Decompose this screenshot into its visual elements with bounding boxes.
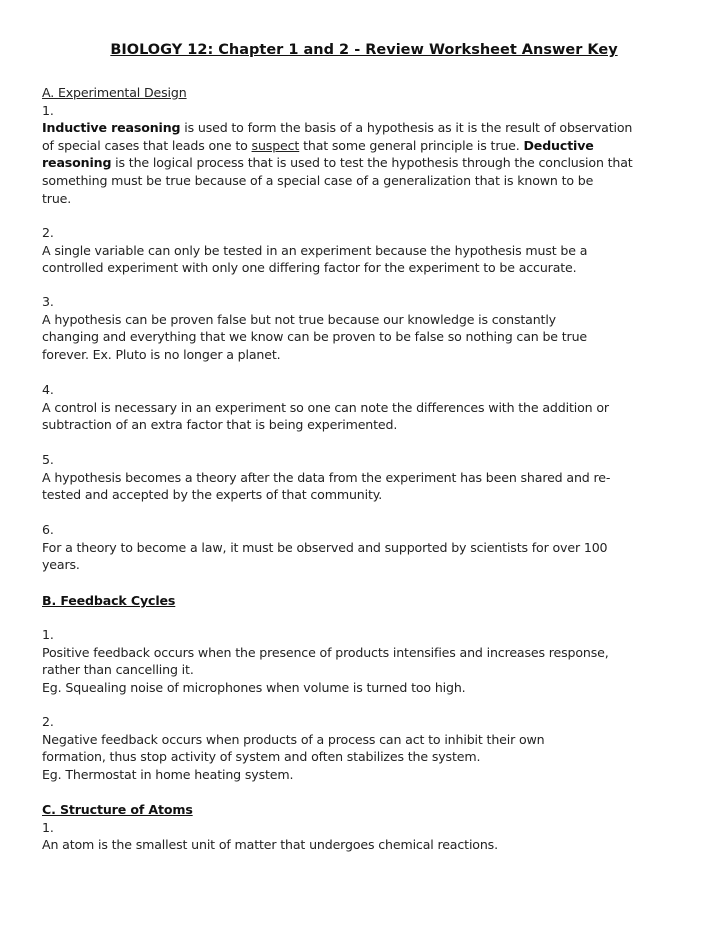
answer-line: A hypothesis becomes a theory after the data from the experiment has been shared and re-	[42, 469, 611, 485]
answer-line: subtraction of an extra factor that is being experimented.	[42, 417, 398, 433]
question-number: 6.	[42, 522, 54, 537]
answer-line: For a theory to become a law, it must be observed and supported by scientists for over 100	[42, 539, 608, 555]
answer-a2	[42, 224, 702, 277]
question-number: 4.	[42, 382, 54, 397]
answer-a4	[42, 381, 702, 434]
question-number: 2.	[42, 714, 54, 729]
answer-line: A hypothesis can be proven false but not true because our knowledge is constantly	[42, 311, 556, 327]
answer-line: Eg. Thermostat in home heating system.	[42, 766, 294, 782]
question-number: 3.	[42, 294, 54, 309]
answer-line: formation, thus stop activity of system and often stabilizes the system.	[42, 749, 481, 765]
answer-b2	[42, 713, 702, 783]
answer-line: true.	[42, 190, 72, 206]
answer-line: rather than cancelling it.	[42, 662, 194, 678]
answer-a3	[42, 293, 702, 363]
answer-a5	[42, 451, 702, 504]
section-a	[42, 84, 702, 207]
answer-b1	[42, 626, 702, 696]
answer-line	[42, 119, 702, 137]
question-number: 5.	[42, 452, 54, 467]
term-deductive: Deductive	[523, 137, 594, 153]
answer-line	[42, 154, 702, 172]
answer-line: Eg. Squealing noise of microphones when volume is turned too high.	[42, 679, 466, 695]
answer-line: changing and everything that we know can be proven to be false so nothing can be true	[42, 329, 587, 345]
term-inductive: Inductive reasoning	[42, 120, 181, 136]
text: that some general principle is true.	[299, 137, 524, 153]
answer-line: something must be true because of a special case of a generalization that is known to be	[42, 172, 594, 188]
section-b-heading-block	[42, 592, 702, 610]
answer-line: A single variable can only be tested in an experiment because the hypothesis must be a	[42, 242, 588, 258]
text: of special cases that leads one to	[42, 137, 252, 153]
underlined-word: suspect	[251, 137, 300, 153]
term-deductive-cont: reasoning	[42, 155, 112, 171]
section-b-heading: B. Feedback Cycles	[42, 593, 176, 608]
answer-line: Negative feedback occurs when products of a process can act to inhibit their own	[42, 731, 545, 747]
answer-line: controlled experiment with only one differing factor for the experiment to be accurate.	[42, 260, 577, 276]
question-number: 1.	[42, 819, 54, 835]
answer-line: Positive feedback occurs when the presence of products intensifies and increases response,	[42, 644, 609, 660]
section-c-heading: C. Structure of Atoms	[42, 802, 193, 817]
question-number: 1.	[42, 627, 54, 642]
section-a-heading: A. Experimental Design	[42, 85, 187, 100]
answer-line	[42, 137, 702, 155]
page-title: BIOLOGY 12: Chapter 1 and 2 - Review Worksheet Answer Key	[110, 42, 618, 58]
answer-line: tested and accepted by the experts of that community.	[42, 487, 383, 503]
answer-line: forever. Ex. Pluto is no longer a planet.	[42, 346, 281, 362]
text: is used to form the basis of a hypothesis as it is the result of observation	[180, 120, 633, 136]
section-c	[42, 801, 702, 854]
answer-line: An atom is the smallest unit of matter that undergoes chemical reactions.	[42, 837, 498, 853]
answer-line: A control is necessary in an experiment so one can note the differences with the addition or	[42, 399, 609, 415]
answer-line: years.	[42, 557, 80, 573]
text: is the logical process that is used to test the hypothesis through the conclusion that	[111, 155, 633, 171]
question-number: 2.	[42, 225, 54, 240]
question-number: 1.	[42, 102, 54, 118]
answer-a6	[42, 521, 702, 574]
